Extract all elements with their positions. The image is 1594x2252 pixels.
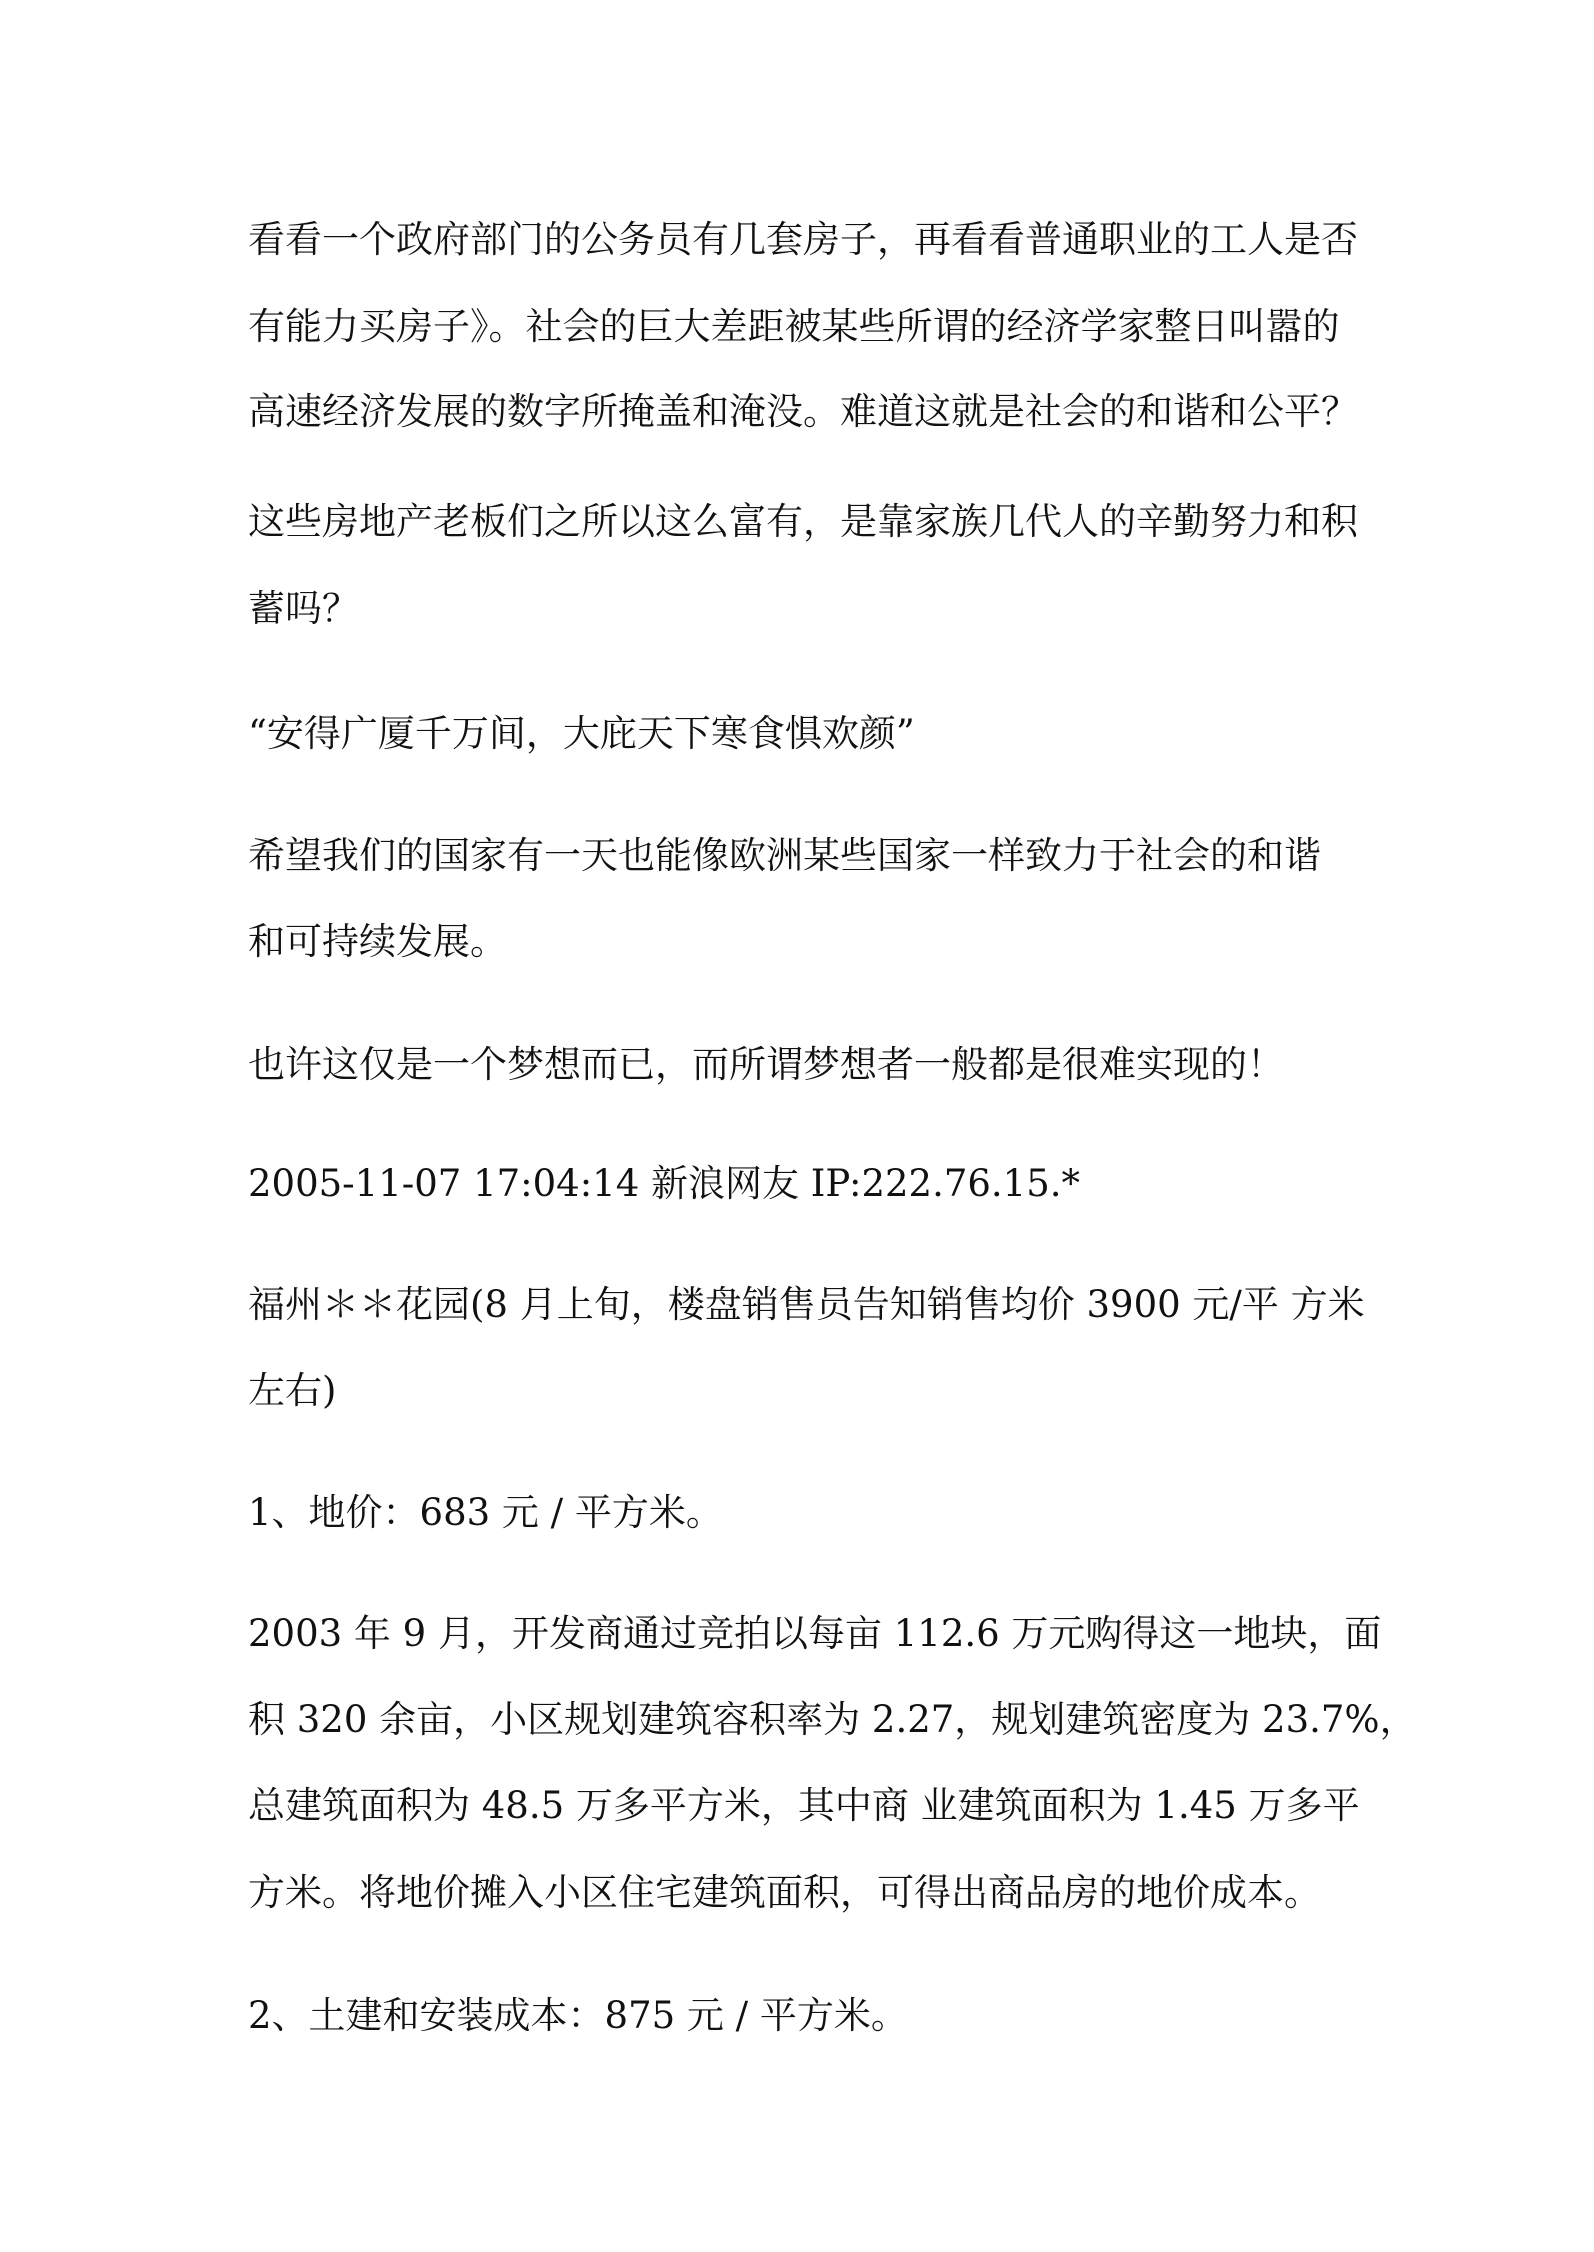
text-line: 蓄吗？	[248, 587, 359, 630]
text-line: 2003 年 9 月，开发商通过竞拍以每亩 112.6 万元购得这一地块，面	[248, 1612, 1382, 1655]
text-line: 有能力买房子》。社会的巨大差距被某些所谓的经济学家整日叫嚣的	[248, 305, 1340, 348]
text-line: 福州＊＊花园(8 月上旬，楼盘销售员告知销售均价 3900 元/平 方米	[248, 1283, 1365, 1326]
text-line: 这些房地产老板们之所以这么富有，是靠家族几代人的辛勤努力和积	[248, 500, 1358, 543]
text-line: “安得广厦千万间，大庇天下寒食惧欢颜”	[248, 712, 915, 755]
text-line: 左右)	[248, 1369, 337, 1412]
text-line: 高速经济发展的数字所掩盖和淹没。难道这就是社会的和谐和公平？	[248, 390, 1358, 433]
text-line: 2、土建和安装成本：875 元 / 平方米。	[248, 1994, 908, 2037]
text-line: 看看一个政府部门的公务员有几套房子，再看看普通职业的工人是否	[248, 218, 1358, 261]
text-line: 1、地价：683 元 / 平方米。	[248, 1491, 723, 1534]
text-line: 总建筑面积为 48.5 万多平方米，其中商 业建筑面积为 1.45 万多平	[248, 1784, 1360, 1827]
text-line: 积 320 余亩，小区规划建筑容积率为 2.27，规划建筑密度为 23.7%，	[248, 1698, 1417, 1741]
post-timestamp-ip: 2005-11-07 17:04:14 新浪网友 IP:222.76.15.*	[248, 1162, 1081, 1205]
text-line: 和可持续发展。	[248, 920, 507, 963]
text-line: 方米。将地价摊入小区住宅建筑面积，可得出商品房的地价成本。	[248, 1871, 1321, 1914]
text-line: 也许这仅是一个梦想而已，而所谓梦想者一般都是很难实现的！	[248, 1043, 1284, 1086]
text-line: 希望我们的国家有一天也能像欧洲某些国家一样致力于社会的和谐	[248, 834, 1321, 877]
